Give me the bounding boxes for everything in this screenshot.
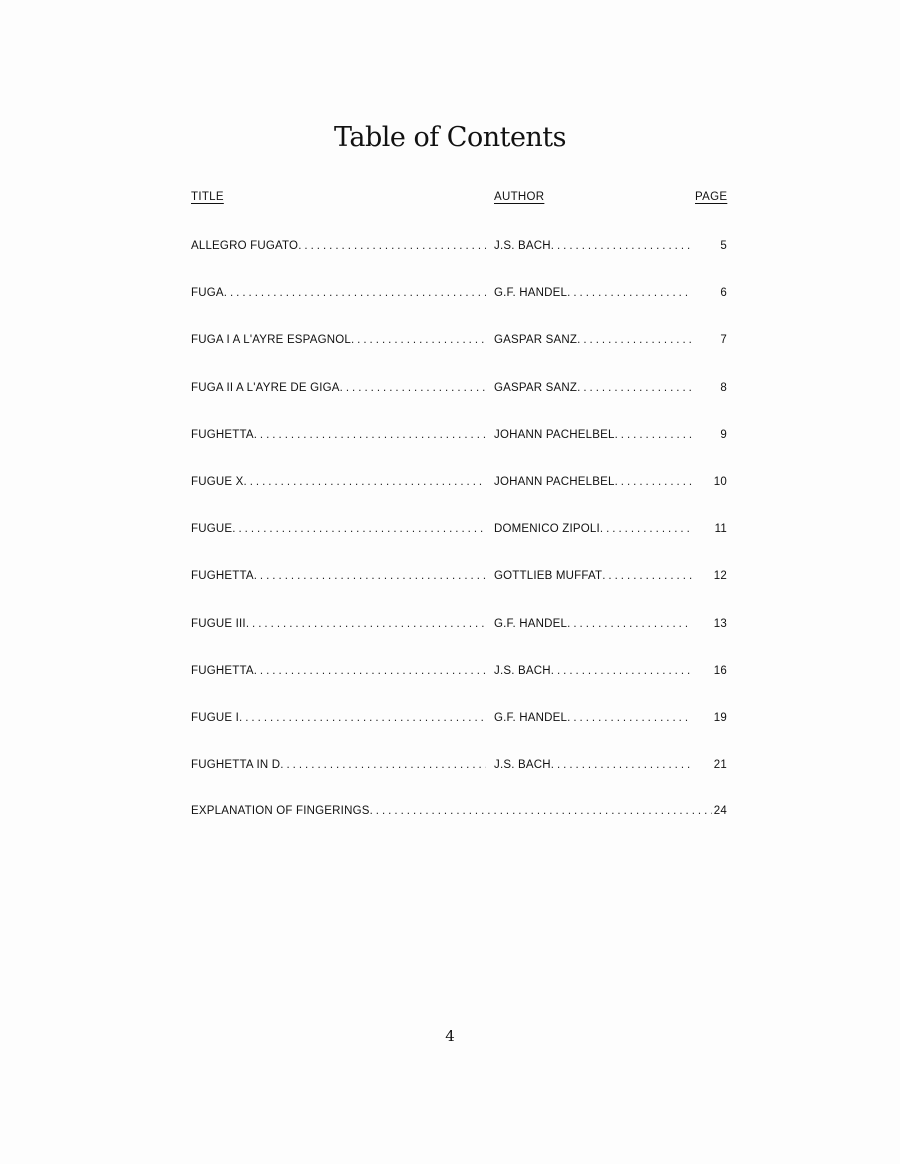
- entry-page: 7: [720, 334, 727, 346]
- entry-page: 21: [713, 759, 727, 771]
- entry-title-cell: [191, 285, 486, 301]
- entry-title-cell: [191, 380, 486, 396]
- entry-author-cell: [494, 710, 692, 726]
- toc-entry: [191, 568, 727, 584]
- entry-author-cell: [494, 663, 692, 679]
- dot-leader: [254, 570, 486, 582]
- entry-author: J.S. BACH: [494, 665, 551, 677]
- entry-page: 9: [720, 429, 727, 441]
- dot-leader: [280, 759, 486, 771]
- entry-title: FUGHETTA: [191, 429, 254, 441]
- entry-author-cell: [494, 521, 692, 537]
- dot-leader: [298, 240, 486, 252]
- entry-title: FUGUE X: [191, 476, 244, 488]
- entry-page: 6: [720, 287, 727, 299]
- entry-title: FUGA II A L'AYRE DE GIGA: [191, 382, 340, 394]
- entry-page: 19: [713, 712, 727, 724]
- entry-title-cell: [191, 710, 486, 726]
- entry-title: FUGHETTA: [191, 665, 254, 677]
- entry-author-cell: [494, 285, 692, 301]
- entry-author: JOHANN PACHELBEL: [494, 476, 615, 488]
- dot-leader: [244, 476, 486, 488]
- toc-entry: [191, 757, 727, 773]
- entry-author: JOHANN PACHELBEL: [494, 429, 615, 441]
- entry-page: 13: [713, 618, 727, 630]
- entry-title-cell: [191, 332, 486, 348]
- entry-author: G.F. HANDEL: [494, 618, 568, 630]
- entry-title: FUGA I A L'AYRE ESPAGNOL: [191, 334, 351, 346]
- toc-entry: [191, 521, 727, 537]
- dot-leader: [551, 240, 692, 252]
- toc-entry: [191, 710, 727, 726]
- entry-title: FUGUE I: [191, 712, 240, 724]
- entry-title-cell: [191, 427, 486, 443]
- dot-leader: [340, 382, 486, 394]
- dot-leader: [615, 476, 692, 488]
- entry-title: EXPLANATION OF FINGERINGS: [191, 805, 370, 817]
- dot-leader: [602, 570, 692, 582]
- dot-leader: [615, 429, 692, 441]
- dot-leader: [600, 523, 692, 535]
- entry-author-cell: [494, 380, 692, 396]
- entry-author: DOMENICO ZIPOLI: [494, 523, 600, 535]
- toc-entry: [191, 616, 727, 632]
- dot-leader: [351, 334, 486, 346]
- entry-author: J.S. BACH: [494, 759, 551, 771]
- dot-leader: [577, 382, 692, 394]
- entry-title: FUGUE III: [191, 618, 246, 630]
- dot-leader: [370, 805, 712, 817]
- dot-leader: [577, 334, 692, 346]
- entry-title-cell: [191, 803, 712, 819]
- dot-leader: [567, 618, 692, 630]
- toc-entry: [191, 285, 727, 301]
- entry-author: J.S. BACH: [494, 240, 551, 252]
- entry-author: GASPAR SANZ: [494, 382, 578, 394]
- dot-leader: [567, 712, 692, 724]
- entry-title-cell: [191, 521, 486, 537]
- dot-leader: [551, 759, 692, 771]
- dot-leader: [224, 287, 486, 299]
- dot-leader: [254, 665, 486, 677]
- entry-author: G.F. HANDEL: [494, 712, 568, 724]
- toc-entry: [191, 474, 727, 490]
- entry-title: ALLEGRO FUGATO: [191, 240, 299, 252]
- entry-page: 24: [713, 805, 727, 817]
- dot-leader: [232, 523, 486, 535]
- entry-title: FUGHETTA: [191, 570, 254, 582]
- entry-author-cell: [494, 757, 692, 773]
- page-number: 4: [445, 1027, 455, 1045]
- entry-page: 12: [713, 570, 727, 582]
- entry-author: GASPAR SANZ: [494, 334, 578, 346]
- entry-author: GOTTLIEB MUFFAT: [494, 570, 603, 582]
- column-header-author: AUTHOR: [494, 191, 545, 203]
- toc-entry: [191, 663, 727, 679]
- entry-page: 16: [713, 665, 727, 677]
- entry-title-cell: [191, 474, 486, 490]
- dot-leader: [246, 618, 486, 630]
- entry-author-cell: [494, 238, 692, 254]
- entry-title-cell: [191, 757, 486, 773]
- toc-entry: [191, 238, 727, 254]
- entry-author-cell: [494, 427, 692, 443]
- entry-title-cell: [191, 238, 486, 254]
- entry-author-cell: [494, 474, 692, 490]
- column-header-title: TITLE: [191, 191, 224, 203]
- entry-title: FUGA: [191, 287, 224, 299]
- dot-leader: [567, 287, 692, 299]
- entry-title: FUGUE: [191, 523, 233, 535]
- toc-entry-fingerings: [191, 803, 727, 819]
- entry-title-cell: [191, 663, 486, 679]
- toc-entry: [191, 427, 727, 443]
- page-title: Table of Contents: [333, 122, 567, 153]
- dot-leader: [239, 712, 486, 724]
- column-header-page: PAGE: [695, 191, 728, 203]
- entry-page: 8: [720, 382, 727, 394]
- entry-title-cell: [191, 568, 486, 584]
- entry-page: 5: [720, 240, 727, 252]
- entry-page: 10: [713, 476, 727, 488]
- entry-author-cell: [494, 616, 692, 632]
- entry-page: 11: [714, 523, 727, 535]
- entry-title: FUGHETTA IN D: [191, 759, 281, 771]
- dot-leader: [254, 429, 486, 441]
- entry-author-cell: [494, 568, 692, 584]
- toc-entry: [191, 380, 727, 396]
- entry-author: G.F. HANDEL: [494, 287, 568, 299]
- entry-author-cell: [494, 332, 692, 348]
- dot-leader: [551, 665, 692, 677]
- toc-entry: [191, 332, 727, 348]
- entry-title-cell: [191, 616, 486, 632]
